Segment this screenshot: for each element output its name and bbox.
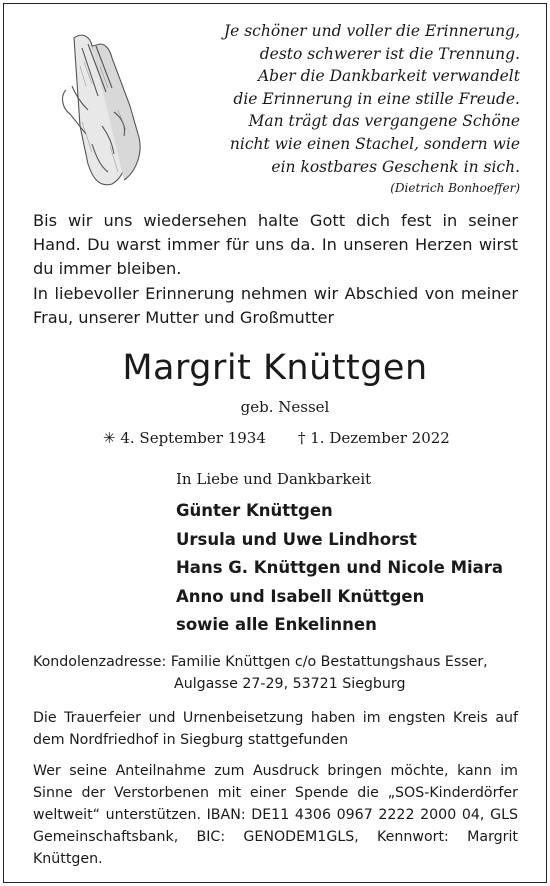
mourner-name: Anno und Isabell Knüttgen	[176, 586, 425, 606]
donation-note: Wer seine Anteilnahme zum Ausdruck bringen möchte, kann im Sinne der Verstorbenen mit einer Spende die „SOS-Kinderdörfer weltweit“ unterstützen. IBAN: DE11 4306 0967 2222 2000 04, GLS Gemeinschaftsbank, BIC: GENODEM1GLS, Kennwort: Margrit Knüttgen.	[33, 763, 518, 867]
condolence-line: Kondolenzadresse: Familie Knüttgen c/o Bestattungshaus Esser,	[33, 654, 488, 670]
quote-source: (Dietrich Bonhoeffer)	[390, 181, 520, 196]
mourner-name: sowie alle Enkelinnen	[176, 615, 377, 634]
death-date: † 1. Dezember 2022	[298, 429, 450, 447]
quote-line: desto schwerer ist die Trennung.	[259, 44, 520, 63]
condolence-address	[33, 651, 488, 695]
intro-paragraph: Bis wir uns wiedersehen halte Gott dich fest in seiner Hand. Du warst immer für uns da. In unseren Herzen wirst du immer bleiben.	[33, 211, 518, 279]
birth-date: ✳ 4. September 1934	[103, 429, 266, 447]
quote-line: ein kostbares Geschenk in sich.	[271, 157, 520, 176]
quote-line: die Erinnerung in eine stille Freude.	[233, 89, 520, 108]
quote-line: Je schöner und voller die Erinnerung,	[223, 22, 520, 40]
mourner-name: Günter Knüttgen	[176, 501, 333, 520]
bonhoeffer-quote	[224, 20, 520, 198]
mourners-heading: In Liebe und Dankbarkeit	[176, 470, 372, 488]
mourner-name: Hans G. Knüttgen und Nicole Miara	[176, 558, 504, 577]
mourner-name: Ursula und Uwe Lindhorst	[176, 529, 417, 549]
praying-hands-icon	[52, 26, 162, 190]
intro-text	[33, 209, 518, 330]
quote-line: Man trägt das vergangene Schöne	[248, 112, 520, 131]
intro-paragraph: In liebevoller Erinnerung nehmen wir Abschied von meiner Frau, unserer Mutter und Großmutter	[33, 283, 518, 327]
quote-line: nicht wie einen Stachel, sondern wie	[229, 134, 520, 153]
quote-line: Aber die Dankbarkeit verwandelt	[257, 67, 520, 86]
condolence-line: Aulgasse 27-29, 53721 Siegburg	[174, 676, 406, 692]
funeral-note: Die Trauerfeier und Urnenbeisetzung haben im engsten Kreis auf dem Nordfriedhof in Siegburg stattgefunden	[33, 710, 518, 748]
deceased-name: Margrit Knüttgen	[122, 348, 428, 388]
birth-name: geb. Nessel	[240, 398, 330, 416]
mourners-list	[176, 497, 503, 640]
